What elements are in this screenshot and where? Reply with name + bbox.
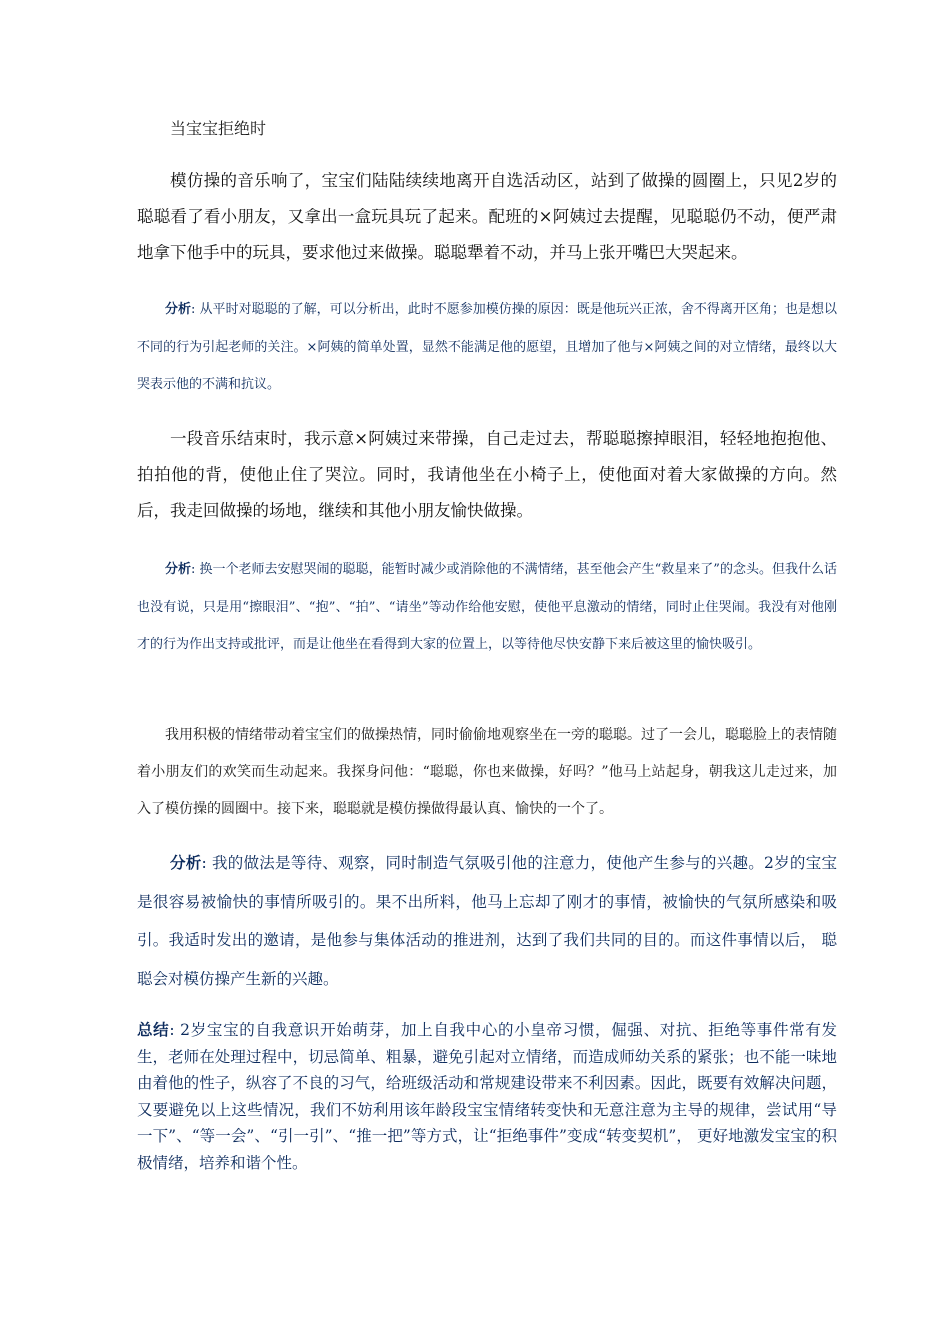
paragraph-text: : 我的做法是等待、观察，同时制造气氛吸引他的注意力，使他产生参与的兴趣。2岁的宝宝是很容易被愉快的事情所吸引的。果不出所料，他马上忘却了刚才的事情，被愉快的气氛所感染和吸引。我适时发出的邀请，是他参与集体活动的推进剂，达到了我们共同的目的。而这件事情以后， 聪聪会对模仿操产生新的兴趣。	[137, 854, 837, 988]
document-title: 当宝宝拒绝时	[170, 119, 267, 138]
narrative-paragraph-1	[137, 163, 837, 271]
paragraph-text: : 2岁宝宝的自我意识开始萌芽，加上自我中心的小皇帝习惯，倔强、对抗、拒绝等事件常有发生，老师在处理过程中，切忌简单、粗暴，避免引起对立情绪，而造成师幼关系的紧张；也不能一味地由着他的性子，纵容了不良的习气，给班级活动和常规建设带来不利因素。因此，既要有效解决问题，又要避免以上这些情况，我们不妨利用该年龄段宝宝情绪转变快和无意注意为主导的规律，尝试用“导一下”、“等一会”、“引一引”、“推一把”等方式，让“拒绝事件”变成“转变契机”， 更好地激发宝宝的积极情绪，培养和谐个性。	[137, 1021, 837, 1172]
narrative-paragraph-2	[137, 421, 837, 529]
analysis-paragraph-3	[137, 844, 837, 998]
summary-label: 总结	[137, 1020, 170, 1039]
paragraph-text: 一段音乐结束时，我示意×阿姨过来带操，自己走过去，帮聪聪擦掉眼泪，轻轻地抱抱他、拍拍他的背，使他止住了哭泣。同时，我请他坐在小椅子上，使他面对着大家做操的方向。然后，我走回做操的场地，继续和其他小朋友愉快做操。	[137, 429, 837, 520]
paragraph-text: : 换一个老师去安慰哭闹的聪聪，能暂时减少或消除他的不满情绪，甚至他会产生“救星来了”的念头。但我什么话也没有说，只是用“擦眼泪”、“抱”、“拍”、“请坐”等动作给他安慰，使他平息激动的情绪，同时止住哭闹。我没有对他刚才的行为作出支持或批评，而是让他坐在看得到大家的位置上，以等待他尽快安静下来后被这里的愉快吸引。	[137, 562, 837, 652]
analysis-paragraph-1	[137, 291, 837, 404]
paragraph-text: 我用积极的情绪带动着宝宝们的做操热情，同时偷偷地观察坐在一旁的聪聪。过了一会儿，聪聪脸上的表情随着小朋友们的欢笑而生动起来。我探身问他：“聪聪，你也来做操，好吗？”他马上站起身，朝我这儿走过来，加入了模仿操的圆圈中。接下来，聪聪就是模仿操做得最认真、愉快的一个了。	[137, 727, 837, 817]
paragraph-text: : 从平时对聪聪的了解，可以分析出，此时不愿参加模仿操的原因：既是他玩兴正浓，舍不得离开区角；也是想以不同的行为引起老师的关注。×阿姨的简单处置，显然不能满足他的愿望，且增加了他与×阿姨之间的对立情绪，最终以大哭表示他的不满和抗议。	[137, 302, 837, 392]
narrative-paragraph-3	[137, 717, 837, 828]
analysis-label: 分析	[170, 853, 202, 872]
analysis-paragraph-2	[137, 551, 837, 664]
paragraph-text: 模仿操的音乐响了，宝宝们陆陆续续地离开自选活动区，站到了做操的圆圈上，只见2岁的聪聪看了看小朋友，又拿出一盒玩具玩了起来。配班的×阿姨过去提醒，见聪聪仍不动，便严肃地拿下他手中的玩具，要求他过来做操。聪聪犟着不动，并马上张开嘴巴大哭起来。	[137, 171, 837, 262]
analysis-label: 分析	[165, 562, 192, 577]
summary-paragraph	[137, 1017, 837, 1176]
analysis-label: 分析	[165, 302, 192, 317]
